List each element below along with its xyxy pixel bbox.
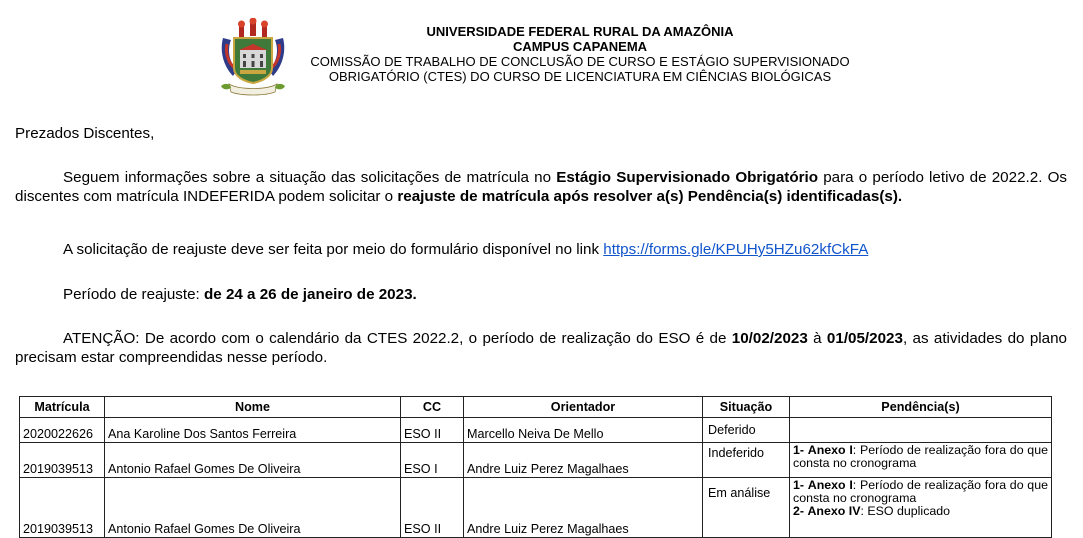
p3-text: Período de reajuste: xyxy=(63,286,204,303)
pendencia-number: 1- xyxy=(793,478,805,492)
cell-situacao: Deferido xyxy=(703,418,790,443)
greeting: Prezados Discentes, xyxy=(15,125,155,142)
p4-bold-end-date: 01/05/2023 xyxy=(826,330,903,347)
pendencia-description: : Período de realização fora do que consta no cronograma xyxy=(793,443,1048,470)
commission-line-1: COMISSÃO DE TRABALHO DE CONCLUSÃO DE CURSO E ESTÁGIO SUPERVISIONADO xyxy=(310,54,850,69)
cell-cc: ESO II xyxy=(401,418,464,443)
cell-situacao: Em análise xyxy=(703,478,790,538)
table-row xyxy=(20,418,1052,443)
cell-matricula: 2019039513 xyxy=(20,478,105,538)
cell-orientador: Andre Luiz Perez Magalhaes xyxy=(464,443,703,478)
table-header-row xyxy=(20,397,1052,418)
pendencia-item xyxy=(793,479,1048,505)
enrollment-status-table xyxy=(19,396,1052,538)
cell-nome: Antonio Rafael Gomes De Oliveira xyxy=(105,443,401,478)
p1-bold-internship: Estágio Supervisionado Obrigatório xyxy=(556,169,819,186)
col-header-nome: Nome xyxy=(105,397,401,418)
p1-text-c: para o período letivo de 2022.2. Os discentes com matrícula INDEFERIDA podem solicitar o xyxy=(15,169,1067,205)
pendencia-item xyxy=(793,444,1048,470)
col-header-cc: CC xyxy=(401,397,464,418)
pendencia-document: Anexo I xyxy=(807,443,853,457)
institution-heading xyxy=(285,24,875,84)
cell-pendencias xyxy=(790,478,1052,538)
commission-line-2: OBRIGATÓRIO (CTES) DO CURSO DE LICENCIATURA EM CIÊNCIAS BIOLÓGICAS xyxy=(328,69,832,84)
pendencia-document: Anexo I xyxy=(807,478,853,492)
cell-nome: Antonio Rafael Gomes De Oliveira xyxy=(105,478,401,538)
pendencia-document: Anexo IV xyxy=(807,504,861,518)
campus-name: CAMPUS CAPANEMA xyxy=(512,39,648,54)
document-header xyxy=(215,18,975,98)
p2-text: A solicitação de reajuste deve ser feita por meio do formulário disponível no link xyxy=(63,241,604,258)
cell-matricula: 2020022626 xyxy=(20,418,105,443)
paragraph-form-link xyxy=(15,240,1067,259)
col-header-orientador: Orientador xyxy=(464,397,703,418)
cell-pendencias xyxy=(790,418,1052,443)
p1-bold-readjustment: reajuste de matrícula após resolver a(s) Pendência(s) identificadas(s). xyxy=(397,188,903,205)
col-header-situacao: Situação xyxy=(703,397,790,418)
paragraph-attention xyxy=(15,329,1067,367)
university-coat-of-arms-icon xyxy=(219,18,287,98)
paragraph-enrollment-info xyxy=(15,168,1067,206)
university-name: UNIVERSIDADE FEDERAL RURAL DA AMAZÔNIA xyxy=(426,24,734,39)
p4-bold-start-date: 10/02/2023 xyxy=(731,330,808,347)
pendencia-number: 2- xyxy=(793,504,805,518)
cell-nome: Ana Karoline Dos Santos Ferreira xyxy=(105,418,401,443)
form-link[interactable]: https://forms.gle/KPUHy5HZu62kfCkFA xyxy=(603,241,869,258)
cell-matricula: 2019039513 xyxy=(20,443,105,478)
table-row xyxy=(20,443,1052,478)
p4-text-e: , as atividades do plano precisam estar compreendidas nesse período. xyxy=(15,330,1067,366)
col-header-pendencias: Pendência(s) xyxy=(790,397,1052,418)
pendencia-description: : ESO duplicado xyxy=(860,504,951,518)
col-header-matricula: Matrícula xyxy=(20,397,105,418)
cell-pendencias xyxy=(790,443,1052,478)
p4-text-a: ATENÇÃO: De acordo com o calendário da CTES 2022.2, o período de realização do ESO é de xyxy=(63,330,732,347)
p4-text-c: à xyxy=(807,330,827,347)
pendencia-item xyxy=(793,505,1048,518)
pendencia-description: : Período de realização fora do que consta no cronograma xyxy=(793,478,1048,505)
pendencia-number: 1- xyxy=(793,443,805,457)
cell-orientador: Marcello Neiva De Mello xyxy=(464,418,703,443)
cell-cc: ESO I xyxy=(401,443,464,478)
p1-text-a: Seguem informações sobre a situação das solicitações de matrícula no xyxy=(63,169,557,186)
cell-orientador: Andre Luiz Perez Magalhaes xyxy=(464,478,703,538)
table-row xyxy=(20,478,1052,538)
paragraph-readjust-period xyxy=(15,285,1067,304)
cell-cc: ESO II xyxy=(401,478,464,538)
p3-bold-dates: de 24 a 26 de janeiro de 2023. xyxy=(204,286,417,303)
cell-situacao: Indeferido xyxy=(703,443,790,478)
